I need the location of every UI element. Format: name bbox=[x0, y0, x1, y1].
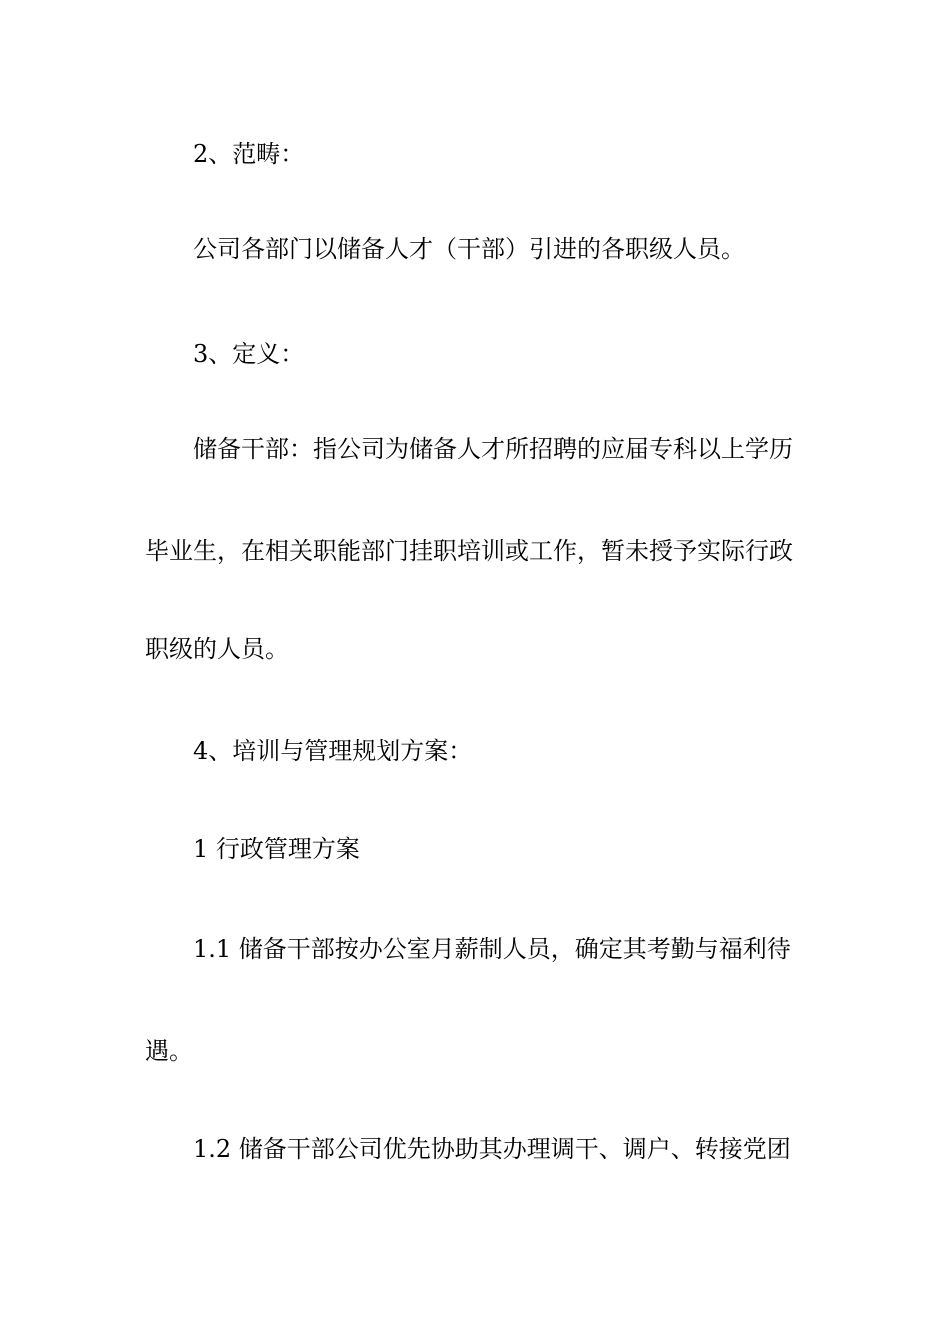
section-heading-plan: 4、培训与管理规划方案： bbox=[193, 737, 473, 765]
paragraph-1-1-line-1: 1.1 储备干部按办公室月薪制人员，确定其考勤与福利待 bbox=[193, 935, 791, 963]
paragraph-1-2-line-1: 1.2 储备干部公司优先协助其办理调干、调户、转接党团 bbox=[193, 1135, 791, 1163]
section-heading-scope: 2、范畴： bbox=[193, 140, 305, 168]
section-heading-definition: 3、定义： bbox=[193, 340, 305, 368]
paragraph-definition-line-1: 储备干部：指公司为储备人才所招聘的应届专科以上学历 bbox=[193, 435, 793, 463]
paragraph-definition-line-2: 毕业生，在相关职能部门挂职培训或工作，暂未授予实际行政 bbox=[145, 537, 793, 565]
paragraph-1-1-line-2: 遇。 bbox=[145, 1037, 193, 1065]
subheading-admin-plan: 1 行政管理方案 bbox=[193, 835, 360, 863]
paragraph-scope: 公司各部门以储备人才（干部）引进的各职级人员。 bbox=[193, 235, 745, 263]
paragraph-definition-line-3: 职级的人员。 bbox=[145, 635, 289, 663]
